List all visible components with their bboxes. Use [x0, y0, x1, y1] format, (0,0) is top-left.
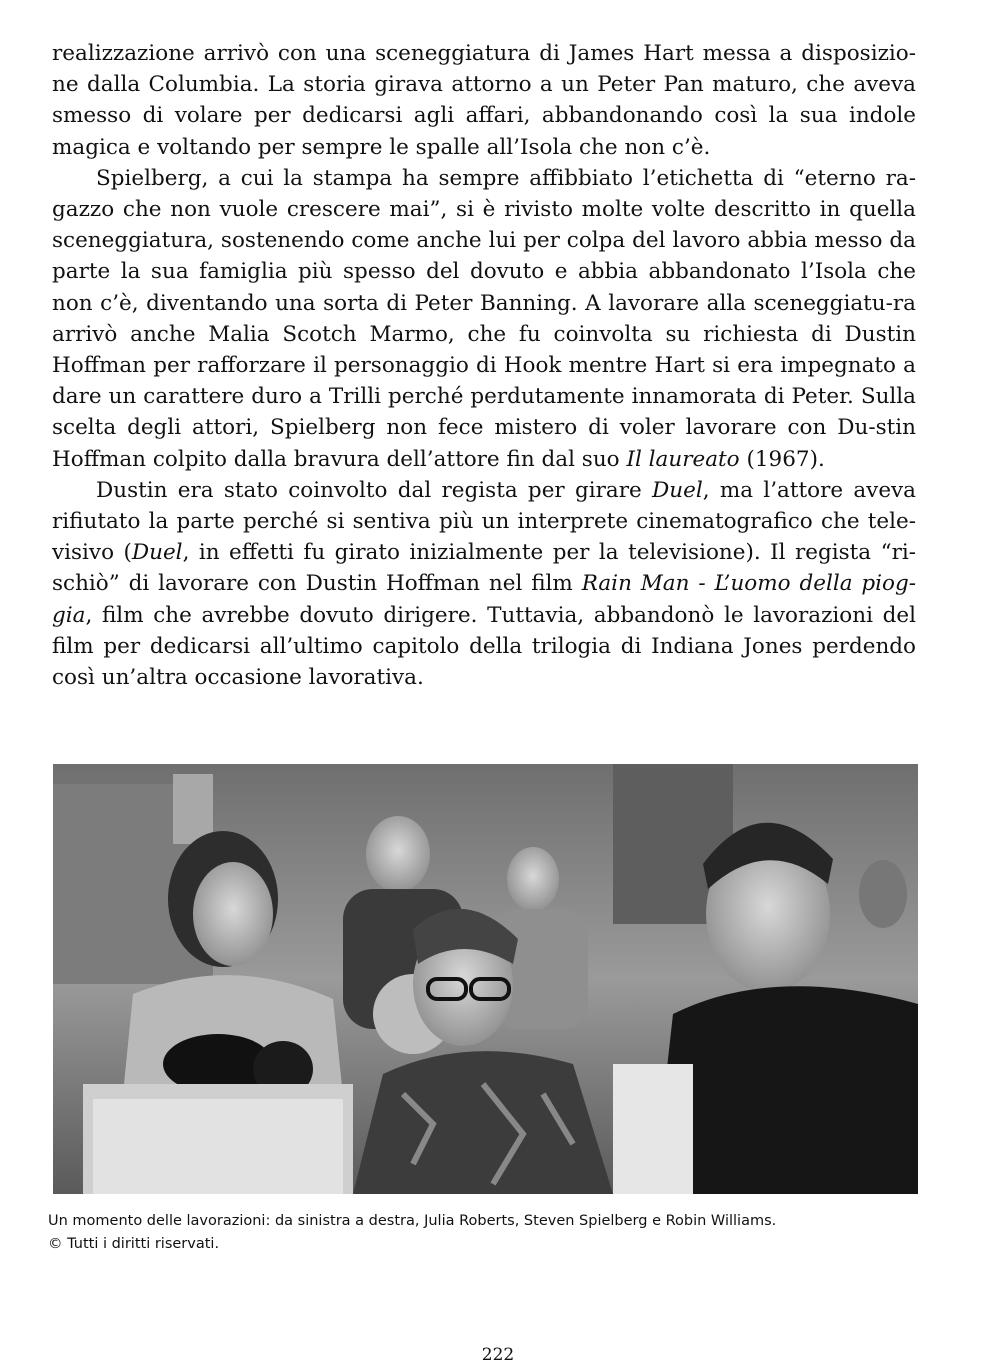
paragraph — [52, 163, 916, 475]
italic-title: Duel — [131, 540, 183, 566]
text-run: Spielberg, a cui la stampa ha sempre affibbiato l’etichetta di “eterno ra-gazzo che non vuole crescere mai”, si è rivisto molte volte descritto in quella sceneggiatura, sostenendo come anche lui per colpa del lavoro abbia messo da parte la sua famiglia più spesso del dovuto e abbia abbandonato l’Isola che non c’è, diventando una sorta di Peter Banning. A lavorare alla sceneggiatu-ra arrivò anche Malia Scotch Marmo, che fu coinvolta su richiesta di Dustin Hoffman per rafforzare il personaggio di Hook mentre Hart si era impegnato a dare un carattere duro a Trilli perché perdutamente innamorata di Peter. Sulla scelta degli attori, Spielberg non fece mistero di voler lavorare con Du-stin Hoffman colpito dalla bravura dell’attore fin dal suo — [52, 165, 916, 472]
italic-title: Rain Man - L’uomo della piog-gia — [52, 571, 917, 628]
text-run: Dustin era stato coinvolto dal regista per girare — [96, 477, 653, 503]
text-run: , in effetti fu girato inizialmente per la televisione). Il regista “ri-schiò” di lavorare con Dustin Hoffman nel film — [52, 540, 916, 597]
caption-line-copyright: © Tutti i diritti riservati. — [48, 1236, 220, 1252]
behind-the-scenes-photo — [53, 764, 918, 1194]
italic-title: Il laureato — [626, 446, 740, 472]
figure-caption — [48, 1210, 948, 1256]
text-run: , film che avrebbe dovuto dirigere. Tuttavia, abbandonò le lavorazioni del film per dedicarsi all’ultimo capitolo della trilogia di Indiana Jones perdendo così un’altra occasione lavorativa. — [52, 602, 916, 691]
text-run: (1967). — [739, 446, 825, 472]
italic-title: Duel — [652, 477, 703, 503]
photo-figure — [53, 764, 918, 1194]
body-text — [52, 38, 916, 693]
text-run: realizzazione arrivò con una sceneggiatura di James Hart messa a disposizio-ne dalla Columbia. La storia girava attorno a un Peter Pan maturo, che aveva smesso di volare per dedicarsi agli affari, abbandonando così la sua indole magica e voltando per sempre le spalle all’Isola che non c’è. — [52, 41, 916, 160]
paragraph — [52, 475, 916, 693]
paragraph — [52, 38, 916, 163]
text-run: , ma l’attore aveva rifiutato la parte perché si sentiva più un interprete cinematografico che tele-visivo ( — [52, 477, 917, 566]
caption-line-credits: Un momento delle lavorazioni: da sinistra a destra, Julia Roberts, Steven Spielberg e Robin Williams. — [48, 1213, 777, 1229]
page-number: 222 — [481, 1345, 515, 1365]
